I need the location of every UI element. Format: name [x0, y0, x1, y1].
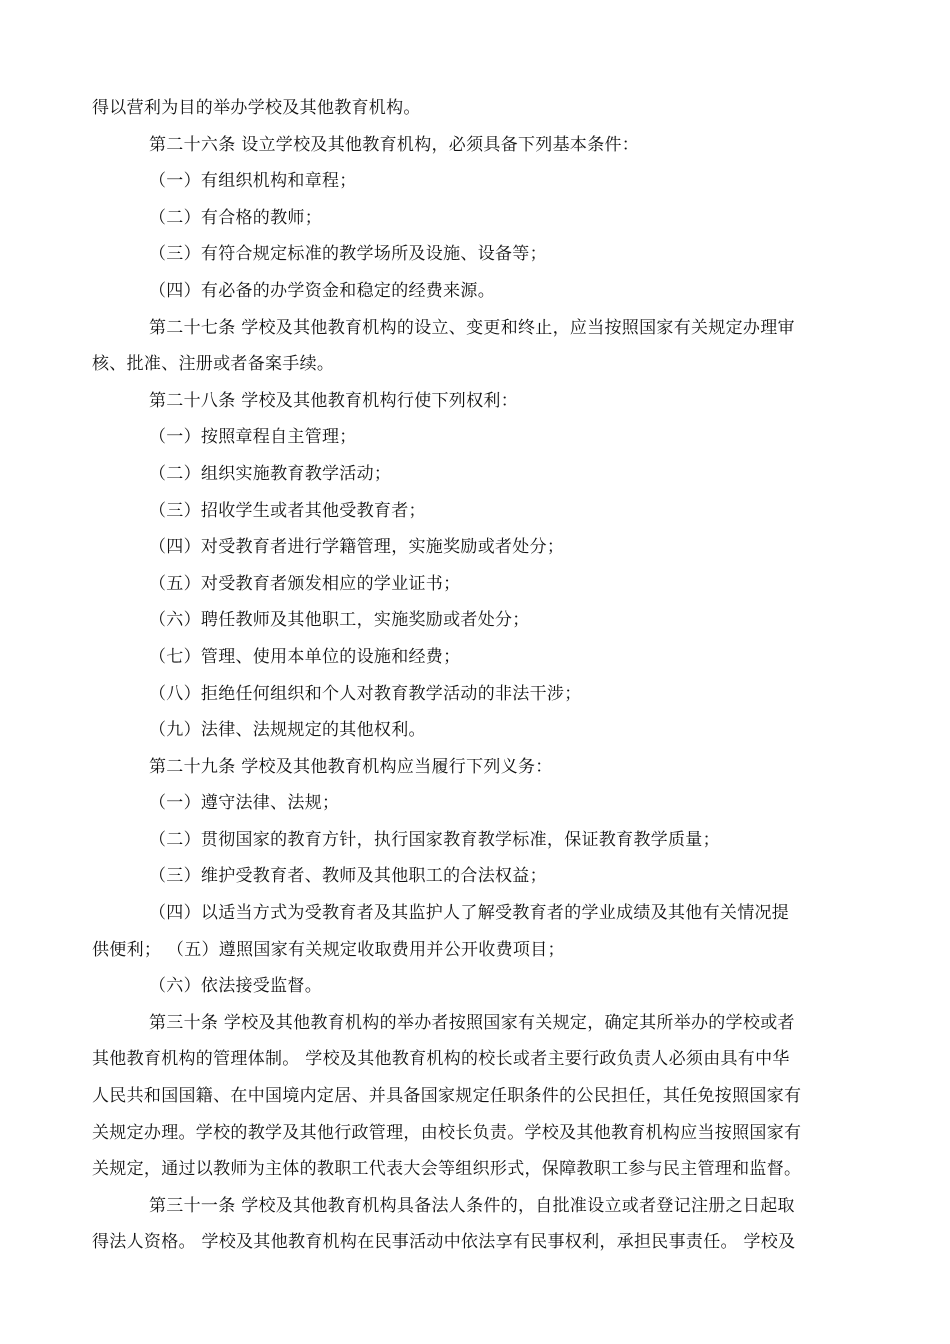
article-31-text: 第三十一条 学校及其他教育机构具备法人条件的，自批准设立或者登记注册之日起取 [149, 1195, 795, 1216]
list-item: （六）聘任教师及其他职工，实施奖励或者处分； [149, 610, 530, 631]
text-line: 得以营利为目的举办学校及其他教育机构。 [92, 98, 421, 118]
article-27-text: 第二十七条 学校及其他教育机构的设立、变更和终止，应当按照国家有关规定办理审 [149, 317, 795, 338]
list-item: （六）依法接受监督。 [149, 976, 322, 997]
list-item: （三）有符合规定标准的教学场所及设施、设备等； [149, 244, 547, 265]
text-line: 关规定，通过以教师为主体的教职工代表大会等组织形式，保障教职工参与民主管理和监督。 [92, 1159, 802, 1180]
text-line: 得法人资格。 学校及其他教育机构在民事活动中依法享有民事权利，承担民事责任。 学校及 [92, 1232, 796, 1253]
list-item: （五）对受教育者颁发相应的学业证书； [149, 573, 461, 594]
article-29-heading: 第二十九条 学校及其他教育机构应当履行下列义务： [149, 756, 553, 777]
list-item: （三）维护受教育者、教师及其他职工的合法权益； [149, 866, 547, 887]
list-item: （九）法律、法规规定的其他权利。 [149, 720, 426, 741]
text-line: 其他教育机构的管理体制。 学校及其他教育机构的校长或者主要行政负责人必须由具有中华 [92, 1049, 790, 1070]
article-28-heading: 第二十八条 学校及其他教育机构行使下列权利： [149, 390, 519, 411]
article-26-heading: 第二十六条 设立学校及其他教育机构，必须具备下列基本条件： [149, 134, 640, 155]
list-item: （四）以适当方式为受教育者及其监护人了解受教育者的学业成绩及其他有关情况提 [149, 903, 790, 924]
list-item: （一）按照章程自主管理； [149, 427, 357, 448]
text-line: 核、批准、注册或者备案手续。 [92, 354, 335, 375]
list-item: （三）招收学生或者其他受教育者； [149, 500, 426, 521]
list-item: （二）贯彻国家的教育方针，执行国家教育教学标准，保证教育教学质量； [149, 829, 720, 850]
article-30-text: 第三十条 学校及其他教育机构的举办者按照国家有关规定，确定其所举办的学校或者 [149, 1012, 795, 1033]
text-line: 人民共和国国籍、在中国境内定居、并具备国家规定任职条件的公民担任，其任免按照国家有 [92, 1086, 802, 1107]
list-item: （四）对受教育者进行学籍管理，实施奖励或者处分； [149, 537, 565, 558]
document-body [92, 90, 864, 1261]
text-line: 供便利； （五）遵照国家有关规定收取费用并公开收费项目； [92, 939, 565, 960]
list-item: （七）管理、使用本单位的设施和经费； [149, 646, 461, 667]
list-item: （八）拒绝任何组织和个人对教育教学活动的非法干涉； [149, 683, 582, 704]
list-item: （二）有合格的教师； [149, 207, 322, 228]
text-line: 关规定办理。学校的教学及其他行政管理，由校长负责。学校及其他教育机构应当按照国家有 [92, 1122, 802, 1143]
list-item: （四）有必备的办学资金和稳定的经费来源。 [149, 280, 495, 301]
list-item: （二）组织实施教育教学活动； [149, 463, 392, 484]
list-item: （一）有组织机构和章程； [149, 171, 357, 192]
list-item: （一）遵守法律、法规； [149, 793, 340, 814]
